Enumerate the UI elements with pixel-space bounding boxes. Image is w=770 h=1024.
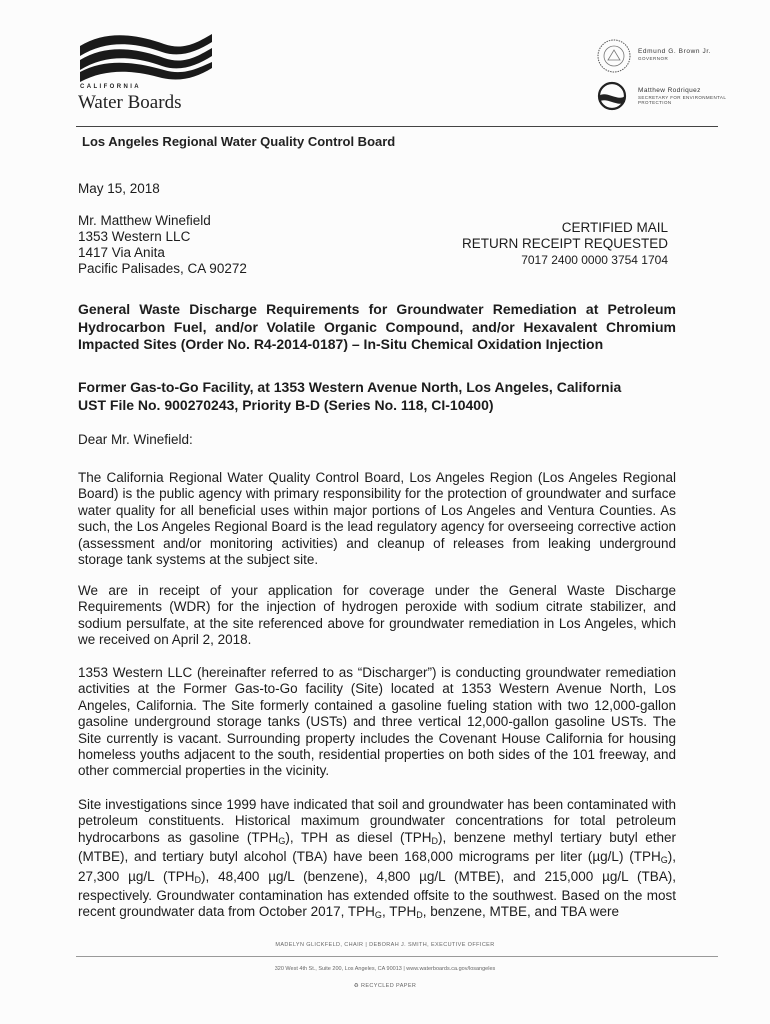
footer-officers: MADELYN GLICKFELD, CHAIR | DEBORAH J. SMITH, EXECUTIVE OFFICER — [275, 942, 495, 948]
calepa-logo-icon — [596, 80, 628, 112]
recipient-address — [78, 213, 247, 277]
para-text: ), benzene methyl tertiary butyl ether (MTBE), and tertiary butyl alcohol (TBA) have been 168,000 micrograms per liter (µg/L) (TPH — [78, 829, 676, 865]
logo-name-text: Water Boards — [78, 92, 182, 113]
state-seal-icon — [596, 38, 632, 74]
header-divider — [76, 126, 718, 127]
recipient-line: 1417 Via Anita — [78, 245, 165, 260]
para-text: , TPH — [381, 904, 417, 920]
recipient-line: 1353 Western LLC — [78, 229, 191, 244]
recipient-line: Mr. Matthew Winefield — [78, 213, 211, 228]
subject-heading: General Waste Discharge Requirements for Groundwater Remediation at Petroleum Hydrocarbon Fuel, and/or Volatile Organic Compound, and/or Hexavalent Chromium Impacted Sites (Order No. R4-2014-0187) – In-Situ Chemical Oxidation Injection — [78, 301, 676, 352]
para-text: ), 48,400 µg/L (benzene), 4,800 µg/L (MTBE), and 215,000 µg/L (TBA), respectively. Groundwater contamination has extended offsite to the southwest. Based on the most recent groundwater data from October 2017, TPH — [78, 868, 676, 920]
para-text: , benzene, MTBE, and TBA were — [422, 904, 620, 920]
governor-title: GOVERNOR — [638, 56, 669, 61]
para-text: Site investigations since 1999 have indicated that soil and groundwater has been contaminated with petroleum constituents. Historical maximum groundwater concentrations for total petroleum hydrocarbons as gasoline (TPH — [78, 797, 676, 845]
recycle-icon: ♻ — [353, 983, 361, 989]
body-paragraph — [78, 797, 676, 924]
subscript: D — [416, 910, 423, 921]
subscript: D — [194, 874, 202, 885]
subscript: G — [660, 855, 668, 866]
recycled-text: RECYCLED PAPER — [360, 983, 417, 989]
recipient-line: Pacific Palisades, CA 90272 — [78, 261, 247, 276]
logo-state-text: CALIFORNIA — [80, 84, 141, 90]
body-paragraph: We are in receipt of your application for coverage under the General Waste Discharge Requirements (WDR) for the injection of hydrogen peroxide with sodium citrate stabilizer, and sodium persulfate, at the site referenced above for groundwater remediation in Los Angeles, which we received on April 2, 2018. — [78, 583, 676, 648]
board-name: Los Angeles Regional Water Quality Control Board — [82, 134, 396, 149]
site-line: Former Gas-to-Go Facility, at 1353 Western Avenue North, Los Angeles, California — [78, 379, 622, 395]
subscript: G — [278, 835, 286, 846]
receipt-requested: RETURN RECEIPT REQUESTED — [461, 236, 668, 251]
waves-icon — [76, 28, 216, 84]
secretary-name: Matthew Rodriquez — [638, 87, 701, 94]
para-text: ), 27,300 µg/L (TPH — [78, 849, 676, 884]
tracking-number: 7017 2400 0000 3754 1704 — [521, 253, 668, 267]
salutation: Dear Mr. Winefield: — [78, 432, 193, 447]
site-heading — [78, 379, 678, 414]
body-paragraph: 1353 Western LLC (hereinafter referred to as “Discharger”) is conducting groundwater remediation activities at the Former Gas-to-Go facility (Site) located at 1353 Western Avenue North, Los Angeles, California. The Site formerly contained a gasoline fueling station with two 12,000-gallon gasoline underground storage tanks (USTs) and three vertical 12,000-gallon gasoline USTs. The Site currently is vacant. Surrounding property includes the Covenant House California for housing homeless youths adjacent to the south, residential properties on both sides of the 101 freeway, and other commercial properties in the vicinity. — [78, 665, 676, 779]
footer-divider — [76, 956, 718, 957]
footer-recycled — [0, 983, 770, 989]
water-boards-logo — [76, 28, 236, 120]
mail-type: CERTIFIED MAIL — [561, 220, 668, 235]
body-paragraph: The California Regional Water Quality Control Board, Los Angeles Region (Los Angeles Regional Board) is the public agency with primary responsibility for the protection of groundwater and surface water quality for all beneficial uses within major portions of Los Angeles and Ventura Counties. As such, the Los Angeles Regional Board is the lead regulatory agency for overseeing corrective action (assessment and/or monitoring activities) and cleanup of releases from leaking underground storage tank systems at the subject site. — [78, 470, 676, 568]
site-line: UST File No. 900270243, Priority B-D (Series No. 118, CI-10400) — [78, 396, 494, 413]
officials-block — [596, 38, 746, 118]
subscript: G — [374, 910, 382, 921]
letter-date: May 15, 2018 — [78, 181, 160, 196]
mail-method-block — [462, 220, 668, 268]
para-text: ), TPH as diesel (TPH — [285, 829, 432, 845]
secretary-title: SECRETARY FOR ENVIRONMENTAL PROTECTION — [638, 95, 727, 105]
footer-address: 320 West 4th St., Suite 200, Los Angeles, CA 90013 | www.waterboards.ca.gov/losangeles — [274, 966, 496, 972]
governor-name: Edmund G. Brown Jr. — [638, 48, 712, 55]
subscript: D — [431, 835, 439, 846]
